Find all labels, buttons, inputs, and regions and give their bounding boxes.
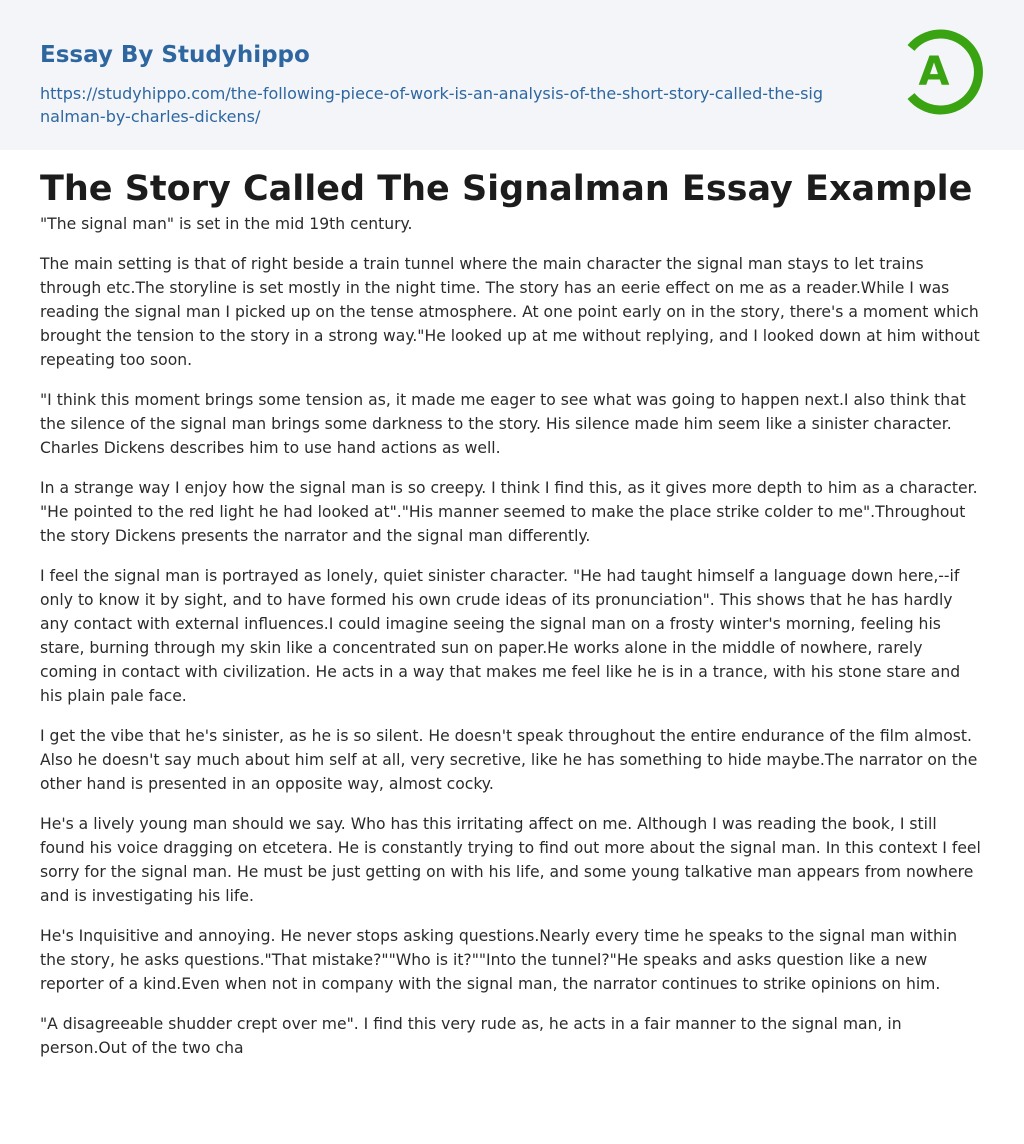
essay-paragraph: He's a lively young man should we say. Who has this irritating affect on me. Although I was reading the book, I still found his voice dragging on etcetera. He is constantly trying to find out more about the signal man. In this context I feel sorry for the signal man. He must be just getting on with his life, and some young talkative man appears from nowhere and is investigating his life. xyxy=(40,815,981,905)
essay-content xyxy=(0,168,1024,1060)
essay-body xyxy=(40,212,984,1060)
site-header xyxy=(0,0,1024,150)
essay-title: The Story Called The Signalman Essay Example xyxy=(40,169,973,209)
essay-paragraph: "A disagreeable shudder crept over me". I find this very rude as, he acts in a fair manner to the signal man, in person.Out of the two cha xyxy=(40,1015,902,1057)
essay-paragraph: In a strange way I enjoy how the signal man is so creepy. I think I find this, as it gives more depth to him as a character. "He pointed to the red light he had looked at"."His manner seemed to make the place strike colder to me".Throughout the story Dickens presents the narrator and the signal man differently. xyxy=(40,479,978,545)
logo-letter: A xyxy=(918,49,950,95)
essay-paragraph: "I think this moment brings some tension as, it made me eager to see what was going to happen next.I also think that the silence of the signal man brings some darkness to the story. His silence made him seem like a sinister character. Charles Dickens describes him to use hand actions as well. xyxy=(40,391,966,457)
essay-paragraph: "The signal man" is set in the mid 19th century. xyxy=(40,215,413,233)
essay-paragraph: I feel the signal man is portrayed as lonely, quiet sinister character. "He had taught himself a language down here,--if only to know it by sight, and to have formed his own crude ideas of its pronunciation". This shows that he has hardly any contact with external influences.I could imagine seeing the signal man on a frosty winter's morning, feeling his stare, burning through my skin like a concentrated sun on paper.He works alone in the middle of nowhere, rarely coming in contact with civilization. He acts in a way that makes me feel like he is in a trance, with his stone stare and his plain pale face. xyxy=(40,567,961,705)
essay-paragraph: I get the vibe that he's sinister, as he is so silent. He doesn't speak throughout the entire endurance of the film almost. Also he doesn't say much about him self at all, very secretive, like he has something to hide maybe.The narrator on the other hand is presented in an opposite way, almost cocky. xyxy=(40,727,978,793)
essay-paragraph: The main setting is that of right beside a train tunnel where the main character the signal man stays to let trains through etc.The storyline is set mostly in the night time. The story has an eerie effect on me as a reader.While I was reading the signal man I picked up on the tense atmosphere. At one point early on in the story, there's a moment which brought the tension to the story in a strong way."He looked up at me without replying, and I looked down at him without repeating too soon. xyxy=(40,255,980,369)
site-title: Essay By Studyhippo xyxy=(40,42,310,68)
studyhippo-logo-icon[interactable] xyxy=(898,28,986,116)
source-url-link[interactable]: https://studyhippo.com/the-following-piece-of-work-is-an-analysis-of-the-short-story-called-the-signalman-by-charles-dickens/ xyxy=(40,84,824,126)
essay-paragraph: He's Inquisitive and annoying. He never stops asking questions.Nearly every time he speaks to the signal man within the story, he asks questions."That mistake?""Who is it?""Into the tunnel?"He speaks and asks question like a new reporter of a kind.Even when not in company with the signal man, the narrator continues to strike opinions on him. xyxy=(40,927,958,993)
